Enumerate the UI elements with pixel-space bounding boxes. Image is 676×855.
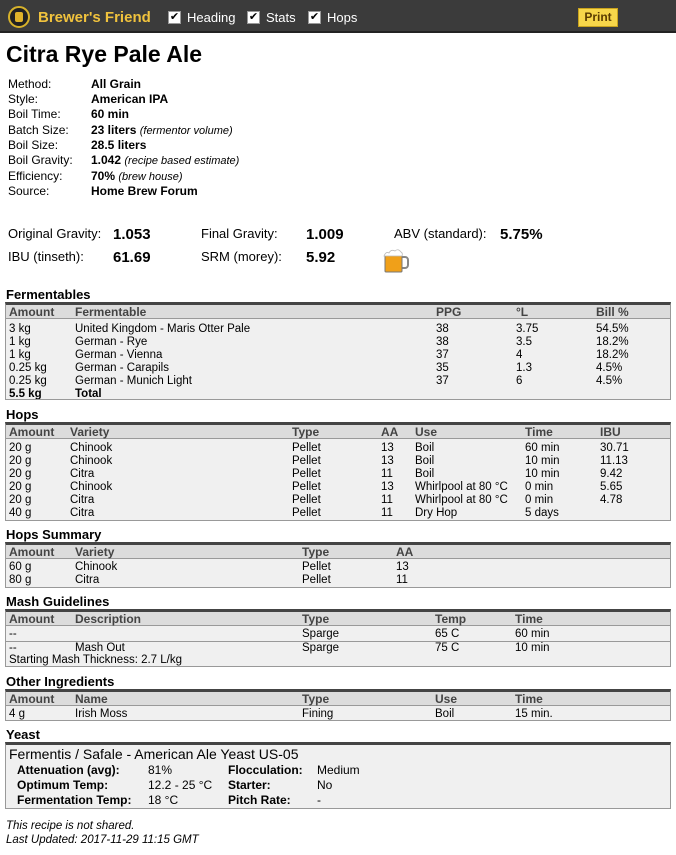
cell-bill: 4.5%	[596, 362, 623, 374]
table-header	[6, 612, 670, 626]
info-label: Efficiency:	[8, 169, 63, 183]
cell-variety: Citra	[70, 468, 95, 480]
cell-type: Pellet	[292, 481, 321, 493]
cell-amount: 20 g	[9, 442, 32, 454]
table-row	[6, 442, 670, 455]
cell-use: Whirlpool at 80 °C	[415, 494, 508, 506]
cell-ibu: 11.13	[600, 455, 628, 467]
column-header: Variety	[75, 545, 115, 559]
cell-type: Pellet	[292, 468, 321, 480]
mash-thickness-row	[6, 654, 670, 667]
cell-lovibond: 3.5	[516, 336, 532, 348]
fermentables-title: Fermentables	[6, 287, 91, 302]
fg-label: Final Gravity:	[201, 226, 278, 241]
cell-bill: 18.2%	[596, 349, 629, 361]
attenuation-value: 81%	[148, 763, 173, 777]
cell-amount: 20 g	[9, 468, 32, 480]
cell-amount: 60 g	[9, 561, 32, 573]
info-label: Method:	[8, 77, 52, 91]
cell-bill: 4.5%	[596, 375, 623, 387]
fermentation-temp-value: 18 °C	[148, 793, 179, 807]
column-header: Name	[75, 692, 108, 706]
srm-value: 5.92	[306, 249, 336, 266]
cell-bill: 54.5%	[596, 323, 629, 335]
attenuation-label: Attenuation (avg):	[17, 763, 120, 777]
column-header: PPG	[436, 305, 462, 319]
og-label: Original Gravity:	[8, 226, 102, 241]
mash-table	[5, 609, 671, 667]
cell-time: 0 min	[525, 494, 554, 506]
cell-use: Boil	[435, 708, 455, 720]
cell-variety: Chinook	[70, 455, 113, 467]
info-note: (brew house)	[118, 171, 183, 183]
flocculation-label: Flocculation:	[228, 763, 303, 777]
abv-value: 5.75%	[500, 226, 543, 243]
cell-amount: --	[9, 642, 17, 654]
brand-name: Brewer's Friend	[38, 8, 151, 26]
recipe-title: Citra Rye Pale Ale	[6, 41, 203, 67]
other-ingredients-title: Other Ingredients	[6, 674, 115, 689]
cell-name: Irish Moss	[75, 708, 128, 720]
info-label: Boil Time:	[8, 107, 61, 121]
toggle-heading-label: Heading	[187, 10, 236, 25]
table-row	[6, 362, 670, 375]
cell-ppg: 38	[436, 336, 449, 348]
pitch-rate-value: -	[317, 793, 321, 807]
column-header: Fermentable	[75, 305, 147, 319]
last-updated: Last Updated: 2017-11-29 11:15 GMT	[6, 834, 199, 846]
starter-value: No	[317, 778, 333, 792]
fg-value: 1.009	[306, 226, 344, 243]
info-label: Source:	[8, 184, 50, 198]
toggle-heading[interactable]	[168, 10, 235, 25]
yeast-panel	[5, 742, 671, 809]
cell-variety: Chinook	[70, 481, 113, 493]
optimum-temp-label: Optimum Temp:	[17, 778, 109, 792]
info-value: Home Brew Forum	[91, 184, 198, 198]
hops-table	[5, 422, 671, 521]
column-header: Bill %	[596, 305, 629, 319]
cell-time: 10 min	[525, 455, 560, 467]
cell-bill: 18.2%	[596, 336, 629, 348]
toggle-stats-label: Stats	[266, 10, 296, 25]
cell-lovibond: 1.3	[516, 362, 532, 374]
info-value: 70% (brew house)	[91, 169, 183, 183]
starter-label: Starter:	[228, 778, 271, 792]
column-header: Type	[292, 425, 320, 439]
column-header: Amount	[9, 545, 55, 559]
cell-variety: Citra	[70, 507, 95, 519]
checkbox-checked-icon[interactable]: ✔	[169, 11, 180, 23]
info-value: American IPA	[91, 92, 169, 106]
column-header: AA	[396, 545, 414, 559]
beer-mug-icon	[383, 249, 409, 274]
cell-type: Pellet	[302, 561, 331, 573]
table-row	[6, 336, 670, 349]
cell-ppg: 35	[436, 362, 449, 374]
cell-amount: 3 kg	[9, 323, 31, 335]
cell-time: 60 min	[525, 442, 560, 454]
column-header: Use	[435, 692, 458, 706]
info-value: 1.042 (recipe based estimate)	[91, 153, 240, 167]
table-row	[6, 375, 670, 388]
cell-amount: 20 g	[9, 494, 32, 506]
cell-time: 5 days	[525, 507, 559, 519]
mash-thickness: Starting Mash Thickness: 2.7 L/kg	[9, 654, 183, 666]
cell-ibu: 9.42	[600, 468, 623, 480]
column-header: Variety	[70, 425, 110, 439]
cell-amount: 0.25 kg	[9, 362, 47, 374]
column-header: °L	[516, 305, 529, 319]
cell-aa: 13	[381, 455, 394, 467]
cell-fermentable: German - Munich Light	[75, 375, 192, 387]
cell-lovibond: 4	[516, 349, 523, 361]
cell-time: 0 min	[525, 481, 554, 493]
column-header: AA	[381, 425, 399, 439]
optimum-temp-value: 12.2 - 25 °C	[148, 778, 213, 792]
ibu-label: IBU (tinseth):	[8, 249, 84, 264]
fermentation-temp-label: Fermentation Temp:	[17, 793, 132, 807]
cell-amount: 0.25 kg	[9, 375, 47, 387]
table-header	[6, 305, 670, 319]
cell-aa: 13	[381, 481, 394, 493]
cell-amount: 4 g	[9, 708, 25, 720]
cell-lovibond: 3.75	[516, 323, 539, 335]
abv-label: ABV (standard):	[394, 226, 487, 241]
cell-type: Sparge	[302, 628, 340, 640]
cell-amount: 40 g	[9, 507, 32, 519]
table-row	[6, 507, 670, 520]
cell-ppg: 37	[436, 375, 449, 387]
cell-ppg: 37	[436, 349, 449, 361]
cell-variety: Citra	[70, 494, 95, 506]
table-row	[6, 349, 670, 362]
info-value: 28.5 liters	[91, 138, 147, 152]
pitch-rate-label: Pitch Rate:	[228, 793, 291, 807]
cell-amount: 1 kg	[9, 349, 31, 361]
table-row	[6, 708, 670, 721]
table-header	[6, 425, 670, 439]
brand[interactable]	[8, 6, 151, 28]
info-label: Boil Gravity:	[8, 153, 73, 167]
cell-aa: 11	[381, 494, 393, 506]
info-value: All Grain	[91, 77, 142, 91]
cell-aa: 11	[396, 574, 408, 586]
cell-aa: 13	[396, 561, 409, 573]
total-amount: 5.5 kg	[9, 388, 42, 400]
column-header: Time	[515, 612, 543, 626]
hops-title: Hops	[6, 407, 39, 422]
cell-type: Pellet	[292, 455, 321, 467]
column-header: Time	[515, 692, 543, 706]
cell-amount: 80 g	[9, 574, 32, 586]
table-row	[6, 468, 670, 481]
top-bar	[0, 0, 676, 33]
table-row	[6, 323, 670, 336]
srm-label: SRM (morey):	[201, 249, 282, 264]
info-label: Boil Size:	[8, 138, 59, 152]
cell-use: Dry Hop	[415, 507, 458, 519]
cell-fermentable: German - Vienna	[75, 349, 163, 361]
column-header: Amount	[9, 305, 55, 319]
cell-use: Boil	[415, 455, 435, 467]
flocculation-value: Medium	[317, 763, 360, 777]
cell-aa: 11	[381, 468, 393, 480]
table-header	[6, 692, 670, 706]
table-header	[6, 545, 670, 559]
table-row	[6, 641, 670, 654]
cell-ibu: 5.65	[600, 481, 623, 493]
table-row	[6, 574, 670, 587]
sharing-status: This recipe is not shared.	[6, 820, 135, 832]
column-header: Temp	[435, 612, 467, 626]
info-note: (recipe based estimate)	[124, 155, 240, 167]
column-header: Amount	[9, 692, 55, 706]
cell-temp: 75 C	[435, 642, 460, 654]
cell-time: 15 min.	[515, 708, 553, 720]
cell-type: Pellet	[292, 442, 321, 454]
column-header: Amount	[9, 425, 55, 439]
info-note: (fermentor volume)	[139, 125, 233, 137]
hops-summary-table	[5, 542, 671, 588]
column-header: Time	[525, 425, 553, 439]
cell-description: Mash Out	[75, 642, 125, 654]
cell-use: Whirlpool at 80 °C	[415, 481, 508, 493]
cell-aa: 11	[381, 507, 393, 519]
beer-logo-icon	[8, 6, 30, 28]
table-row	[6, 481, 670, 494]
cell-lovibond: 6	[516, 375, 523, 387]
ibu-value: 61.69	[113, 249, 151, 266]
cell-variety: Chinook	[75, 561, 118, 573]
cell-amount: 20 g	[9, 455, 32, 467]
print-button[interactable]: Print	[578, 8, 618, 27]
toggle-hops[interactable]	[308, 10, 357, 25]
total-row	[6, 388, 670, 400]
info-label: Batch Size:	[8, 123, 69, 137]
cell-fermentable: German - Rye	[75, 336, 148, 348]
cell-temp: 65 C	[435, 628, 460, 640]
cell-ibu: 4.78	[600, 494, 623, 506]
checkbox-checked-icon[interactable]: ✔	[309, 11, 320, 23]
total-label: Total	[75, 388, 102, 400]
info-value: 60 min	[91, 107, 130, 121]
cell-fermentable: United Kingdom - Maris Otter Pale	[75, 323, 251, 335]
cell-time: 60 min	[515, 628, 550, 640]
mash-title: Mash Guidelines	[6, 594, 110, 609]
cell-time: 10 min	[525, 468, 560, 480]
yeast-name: Fermentis / Safale - American Ale Yeast US-05	[9, 746, 299, 762]
toggle-hops-label: Hops	[327, 10, 358, 25]
column-header: Type	[302, 612, 330, 626]
cell-variety: Chinook	[70, 442, 113, 454]
column-header: Type	[302, 692, 330, 706]
cell-fermentable: German - Carapils	[75, 362, 169, 374]
cell-ppg: 38	[436, 323, 449, 335]
table-row	[6, 561, 670, 574]
table-row	[6, 628, 670, 641]
cell-type: Pellet	[292, 507, 321, 519]
info-label: Style:	[8, 92, 39, 106]
cell-type: Pellet	[292, 494, 321, 506]
cell-use: Boil	[415, 442, 435, 454]
cell-amount: 1 kg	[9, 336, 31, 348]
checkbox-checked-icon[interactable]: ✔	[248, 11, 259, 23]
cell-time: 10 min	[515, 642, 550, 654]
table-row	[6, 455, 670, 468]
cell-type: Sparge	[302, 642, 340, 654]
cell-variety: Citra	[75, 574, 100, 586]
cell-use: Boil	[415, 468, 435, 480]
yeast-title: Yeast	[6, 727, 40, 742]
cell-type: Fining	[302, 708, 334, 720]
hops-summary-title: Hops Summary	[6, 527, 102, 542]
fermentables-table	[5, 302, 671, 400]
other-ingredients-table	[5, 689, 671, 721]
cell-type: Pellet	[302, 574, 331, 586]
column-header: Description	[75, 612, 142, 626]
column-header: IBU	[600, 425, 621, 439]
column-header: Amount	[9, 612, 55, 626]
column-header: Type	[302, 545, 330, 559]
cell-amount: --	[9, 628, 17, 640]
info-value: 23 liters (fermentor volume)	[91, 123, 233, 137]
column-header: Use	[415, 425, 438, 439]
cell-ibu: 30.71	[600, 442, 629, 454]
cell-amount: 20 g	[9, 481, 32, 493]
toggle-stats[interactable]	[247, 10, 296, 25]
og-value: 1.053	[113, 226, 151, 243]
table-row	[6, 494, 670, 507]
cell-aa: 13	[381, 442, 394, 454]
